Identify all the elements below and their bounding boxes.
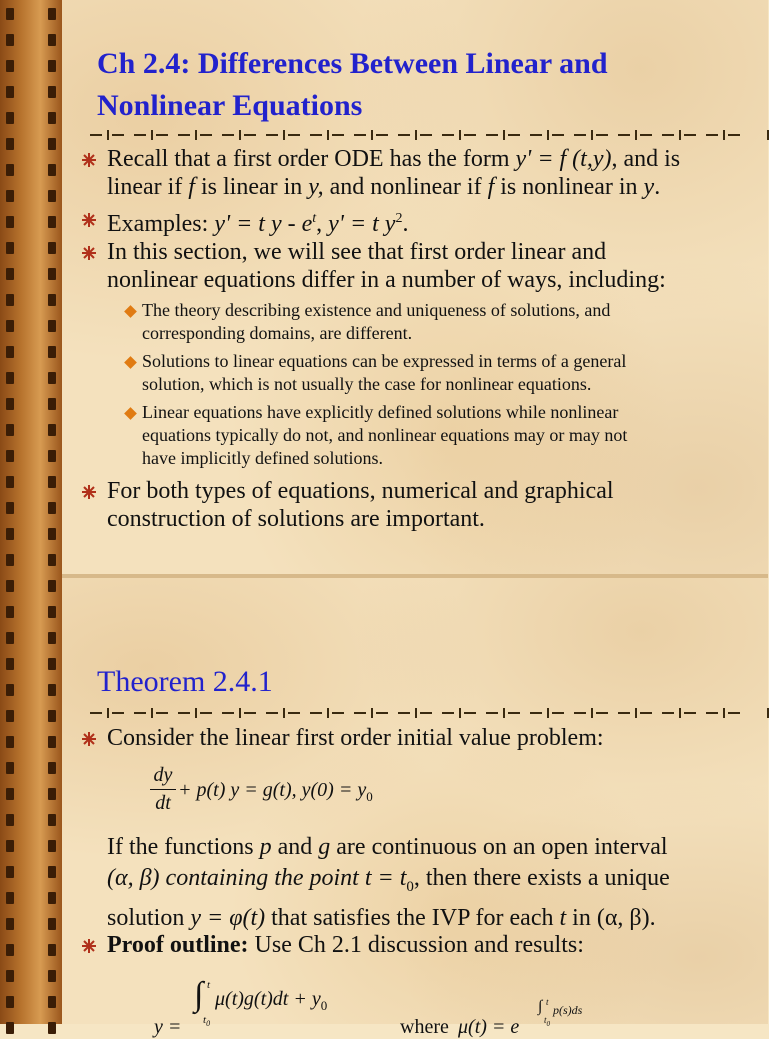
slide-title-line2: Nonlinear Equations [97,89,363,122]
text: . [402,211,409,237]
filmstrip-hole [6,632,14,644]
divider-tick [239,708,241,718]
divider-tick [415,708,417,718]
text-where: where [400,1016,449,1038]
theorem-statement [107,832,747,934]
text: If the functions [107,834,260,860]
filmstrip-hole [48,398,56,410]
filmstrip-hole [6,86,14,98]
slide-title: Theorem 2.4.1 [97,665,273,698]
text: . [654,174,661,200]
text: is linear in [194,174,309,200]
filmstrip-hole [48,190,56,202]
filmstrip-hole [48,268,56,280]
filmstrip-hole [48,606,56,618]
filmstrip-hole [48,918,56,930]
integral-lower [203,1014,210,1028]
text: linear if [107,174,189,200]
math-p: p [259,834,272,860]
filmstrip-hole [6,996,14,1008]
filmstrip-hole [6,398,14,410]
divider-tick [371,130,373,140]
filmstrip-hole [6,866,14,878]
sub-item-explicit-solutions [126,401,742,470]
text: are continuous on an open interval [330,834,668,860]
filmstrip-hole [48,840,56,852]
bullet-ode-form [81,145,767,201]
math-t: t [559,904,567,931]
filmstrip-hole [6,450,14,462]
filmstrip-hole [48,320,56,332]
sub-line: The theory describing existence and uniqueness of solutions, and [142,300,611,320]
filmstrip-hole [6,528,14,540]
math-g: g [318,834,331,860]
integral-upper: t [207,979,211,991]
filmstrip-hole [6,138,14,150]
math: μ(t)g(t)dt + y [215,988,321,1010]
numerator: dy [153,764,173,786]
text: Use Ch 2.1 discussion and results: [248,932,584,958]
filmstrip-hole [6,242,14,254]
filmstrip-hole [48,372,56,384]
filmstrip-hole [48,112,56,124]
divider-tick [327,708,329,718]
bullet-line [107,173,767,201]
text: , [316,211,329,237]
math-t: t = t [364,865,407,891]
text: solution [107,904,191,931]
divider-tick [547,708,549,718]
filmstrip-hole [48,970,56,982]
title-divider [90,134,744,136]
filmstrip-hole [48,658,56,670]
divider-tick [371,708,373,718]
integrand [215,988,327,1014]
bullet-numerical-graphical [81,477,767,533]
filmstrip-hole [48,34,56,46]
diamond-bullet-icon [124,407,137,420]
math-example-2: y' = t y [328,211,396,237]
bullet-line: construction of solutions are important. [107,506,485,532]
filmstrip-border [0,0,62,1024]
filmstrip-hole [6,476,14,488]
math-sub: 0 [546,1019,551,1028]
filmstrip-hole [48,1022,56,1034]
filmstrip-hole [48,164,56,176]
text: in (α, β). [566,904,656,931]
bullet-proof-outline [81,931,767,959]
filmstrip-hole [48,554,56,566]
filmstrip-hole [6,892,14,904]
filmstrip-hole [6,580,14,592]
fraction-dy-dt [150,764,176,815]
filmstrip-hole [48,60,56,72]
diamond-bullet-icon [124,305,137,318]
filmstrip-hole [6,684,14,696]
math-sub: 0 [206,1019,211,1029]
star-bullet-icon [81,212,97,228]
math-example-1: y' = t y - e [214,211,313,237]
filmstrip-hole [48,684,56,696]
text: is nonlinear in [494,174,644,200]
divider-tick [503,708,505,718]
filmstrip-hole [6,346,14,358]
filmstrip-hole [6,268,14,280]
filmstrip-hole [48,996,56,1008]
divider-tick [459,130,461,140]
divider-tick [151,708,153,718]
math-f: f [188,174,195,200]
filmstrip-hole [48,944,56,956]
filmstrip-hole [6,216,14,228]
divider-tick [503,130,505,140]
text: and [271,834,319,860]
text: Examples: [107,211,215,237]
filmstrip-hole [48,242,56,254]
sub-line: have implicitly defined solutions. [142,448,383,468]
math-sub: 0 [366,789,373,804]
filmstrip-hole [6,424,14,436]
filmstrip-hole [6,554,14,566]
sub-line: corresponding domains, are different. [142,323,413,343]
filmstrip-hole [6,372,14,384]
sub-item-general-solution [126,350,742,396]
filmstrip-hole [6,8,14,20]
divider-tick [239,130,241,140]
divider-tick [459,708,461,718]
exp-lower [544,1015,550,1028]
text: that satisfies the IVP for each [265,904,560,931]
bullet-line [107,145,767,173]
divider-tick [591,130,593,140]
text: (α, β) containing the point [107,865,365,891]
slide-ch-2-4 [62,0,768,574]
filmstrip-hole [6,788,14,800]
filmstrip-hole [48,762,56,774]
slide-title-line1: Ch 2.4: Differences Between Linear and [97,47,608,80]
math-lead: y = [154,1016,182,1038]
filmstrip-hole [48,528,56,540]
divider-tick [107,130,109,140]
bullet-examples [81,205,767,238]
sub-line: Linear equations have explicitly defined solutions while nonlinear [142,402,619,422]
divider-tick [679,708,681,718]
filmstrip-hole [48,632,56,644]
filmstrip-hole [6,60,14,72]
filmstrip-hole [48,580,56,592]
filmstrip-hole [6,710,14,722]
filmstrip-hole [48,814,56,826]
filmstrip-hole [6,164,14,176]
math: t [203,1014,207,1026]
proof-label: Proof outline: [107,932,249,958]
ivp-rest [178,779,373,805]
bullet-consider-ivp [81,724,767,752]
divider-tick [591,708,593,718]
filmstrip-hole [6,814,14,826]
filmstrip-hole [48,476,56,488]
math-f: f [487,174,495,200]
bullet-line: nonlinear equations differ in a number of ways, including: [107,267,666,293]
sub-line: Solutions to linear equations can be expressed in terms of a general [142,351,627,371]
filmstrip-hole [6,502,14,514]
star-bullet-icon [81,484,97,500]
sub-line: solution, which is not usually the case for nonlinear equations. [142,374,592,394]
divider-tick [635,130,637,140]
filmstrip-hole [6,970,14,982]
math-solution: y = φ(t) [190,904,266,931]
divider-tick [723,708,725,718]
divider-tick [195,130,197,140]
filmstrip-hole [48,216,56,228]
filmstrip-hole [6,658,14,670]
filmstrip-hole [48,424,56,436]
filmstrip-hole [48,502,56,514]
text: Consider the linear first order initial value problem: [107,725,604,751]
filmstrip-hole [48,86,56,98]
filmstrip-hole [6,944,14,956]
text: , and is [611,146,681,172]
star-bullet-icon [81,245,97,261]
sub-line: equations typically do not, and nonlinear equations may or may not [142,425,628,445]
filmstrip-hole [6,840,14,852]
denominator: dt [155,792,171,814]
bullet-section-intro [81,238,767,294]
math-y: y [643,174,655,200]
math-ode-form: y' = f (t,y) [515,146,612,172]
math-mu: μ(t) = e [458,1016,520,1038]
fraction-bar [150,789,176,790]
exp-integral-sign: ∫ [538,998,543,1015]
math: t [544,1015,547,1025]
filmstrip-hole [48,346,56,358]
star-bullet-icon [81,731,97,747]
math-sup: t [312,211,317,226]
filmstrip-hole [6,918,14,930]
math-y: y, [308,174,324,200]
filmstrip-hole [6,34,14,46]
filmstrip-hole [6,190,14,202]
divider-tick [327,130,329,140]
filmstrip-hole [48,892,56,904]
divider-tick [415,130,417,140]
para-line [107,832,747,863]
math-sub: 0 [320,998,328,1013]
text: Recall that a first order ODE has the form [107,146,516,172]
filmstrip-hole [6,762,14,774]
exp-body: p(s)ds [553,1003,583,1017]
sub-item-theory [126,299,742,345]
bullet-line: For both types of equations, numerical and graphical [107,478,614,504]
text: and nonlinear if [323,174,488,200]
filmstrip-hole [6,112,14,124]
bullet-line: In this section, we will see that first order linear and [107,239,607,265]
filmstrip-hole [6,320,14,332]
para-line [107,903,747,934]
divider-tick [107,708,109,718]
filmstrip-hole [6,736,14,748]
filmstrip-hole [6,1022,14,1034]
title-divider [90,712,744,714]
slide-theorem-2-4-1 [62,578,768,1038]
math-sup: 2 [395,211,403,226]
divider-tick [547,130,549,140]
divider-tick [723,130,725,140]
filmstrip-hole [48,138,56,150]
filmstrip-hole [48,294,56,306]
filmstrip-hole [48,450,56,462]
divider-tick [195,708,197,718]
divider-tick [283,130,285,140]
math-sub: 0 [406,878,414,895]
text: , then there exists a unique [413,865,670,891]
diamond-bullet-icon [124,356,137,369]
filmstrip-hole [48,736,56,748]
exp-upper: t [546,997,549,1007]
filmstrip-hole [48,866,56,878]
filmstrip-hole [48,8,56,20]
star-bullet-icon [81,152,97,168]
divider-tick [151,130,153,140]
integral-sign: ∫ [194,976,204,1013]
filmstrip-hole [48,788,56,800]
divider-tick [635,708,637,718]
para-line [107,863,747,903]
math: + p(t) y = g(t), y(0) = y [178,779,367,801]
filmstrip-hole [6,294,14,306]
filmstrip-hole [48,710,56,722]
divider-tick [679,130,681,140]
divider-tick [283,708,285,718]
filmstrip-hole [6,606,14,618]
star-bullet-icon [81,938,97,954]
